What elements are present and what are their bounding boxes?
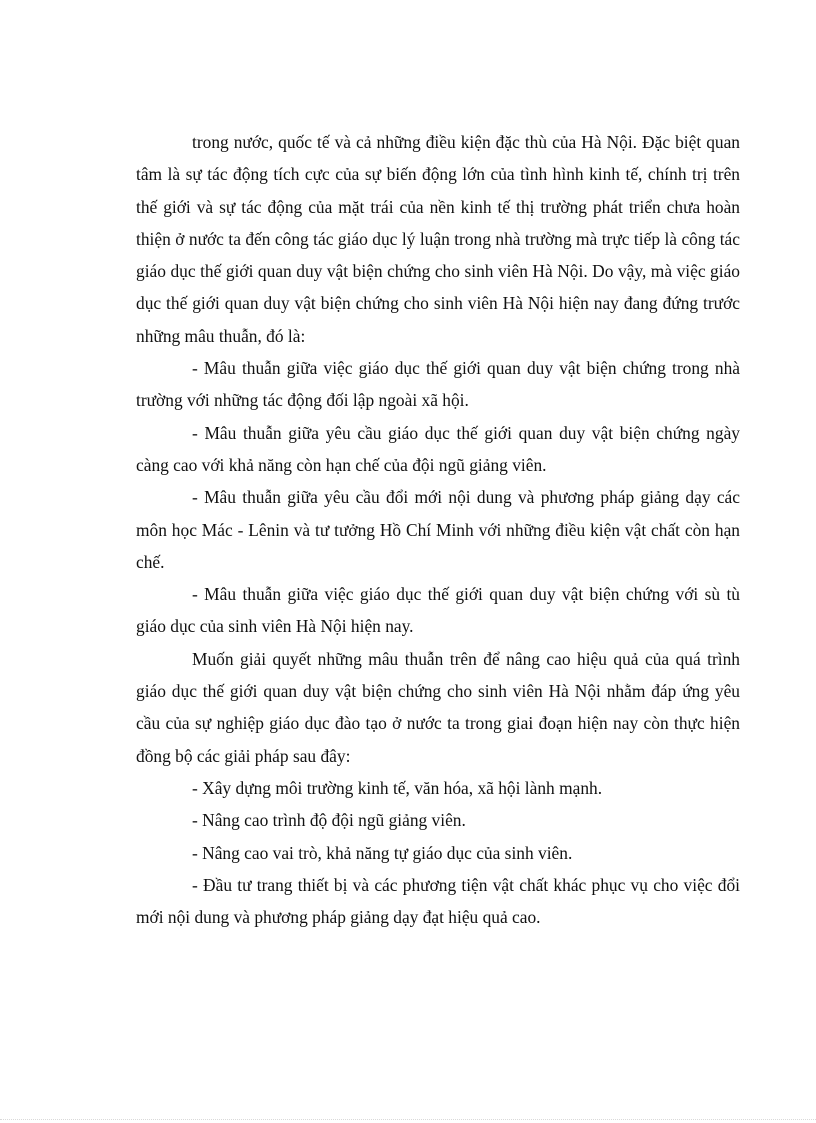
list-item-solution-2: - Nâng cao trình độ đội ngũ giảng viên. <box>192 810 466 831</box>
list-item-contradiction-4: - Mâu thuẫn giữa việc giáo dục thế giới quan duy vật biện chứng với sù tù giáo dục của sinh viên Hà Nội hiện nay. <box>136 584 740 637</box>
paragraph-context: trong nước, quốc tế và cả những điều kiện đặc thù của Hà Nội. Đặc biệt quan tâm là sự tác động tích cực của sự biến động lớn của tình hình kinh tế, chính trị trên thế giới và sự tác động của mặt trái của nền kinh tế thị trường phát triển chưa hoàn thiện ở nước ta đến công tác giáo dục lý luận trong nhà trường mà trực tiếp là công tác giáo dục thế giới quan duy vật biện chứng cho sinh viên Hà Nội. Do vậy, mà việc giáo dục thế giới quan duy vật biện chứng cho sinh viên Hà Nội hiện nay đang đứng trước những mâu thuẫn, đó là: <box>136 132 740 346</box>
document-body <box>136 126 740 933</box>
list-item-contradiction-3: - Mâu thuẫn giữa yêu cầu đổi mới nội dung và phương pháp giảng dạy các môn học Mác - Lênin và tư tưởng Hồ Chí Minh với những điều kiện vật chất còn hạn chế. <box>136 487 740 572</box>
list-item-solution-1: - Xây dựng môi trường kinh tế, văn hóa, xã hội lành mạnh. <box>192 777 603 798</box>
page-bottom-divider <box>0 1119 816 1120</box>
paragraph-solutions-intro: Muốn giải quyết những mâu thuẫn trên để nâng cao hiệu quả của quá trình giáo dục thế giới quan duy vật biện chứng cho sinh viên Hà Nội nhằm đáp ứng yêu cầu của sự nghiệp giáo dục đào tạo ở nước ta trong giai đoạn hiện nay còn thực hiện đồng bộ các giải pháp sau đây: <box>136 648 740 766</box>
list-item-solution-3: - Nâng cao vai trò, khả năng tự giáo dục của sinh viên. <box>192 842 573 863</box>
list-item-contradiction-1: - Mâu thuẫn giữa việc giáo dục thế giới quan duy vật biện chứng trong nhà trường với những tác động đối lập ngoài xã hội. <box>136 358 740 411</box>
list-item-contradiction-2: - Mâu thuẫn giữa yêu cầu giáo dục thế giới quan duy vật biện chứng ngày càng cao với khả năng còn hạn chế của đội ngũ giảng viên. <box>136 422 740 475</box>
list-item-solution-4: - Đầu tư trang thiết bị và các phương tiện vật chất khác phục vụ cho việc đổi mới nội dung và phương pháp giảng dạy đạt hiệu quả cao. <box>136 874 740 928</box>
